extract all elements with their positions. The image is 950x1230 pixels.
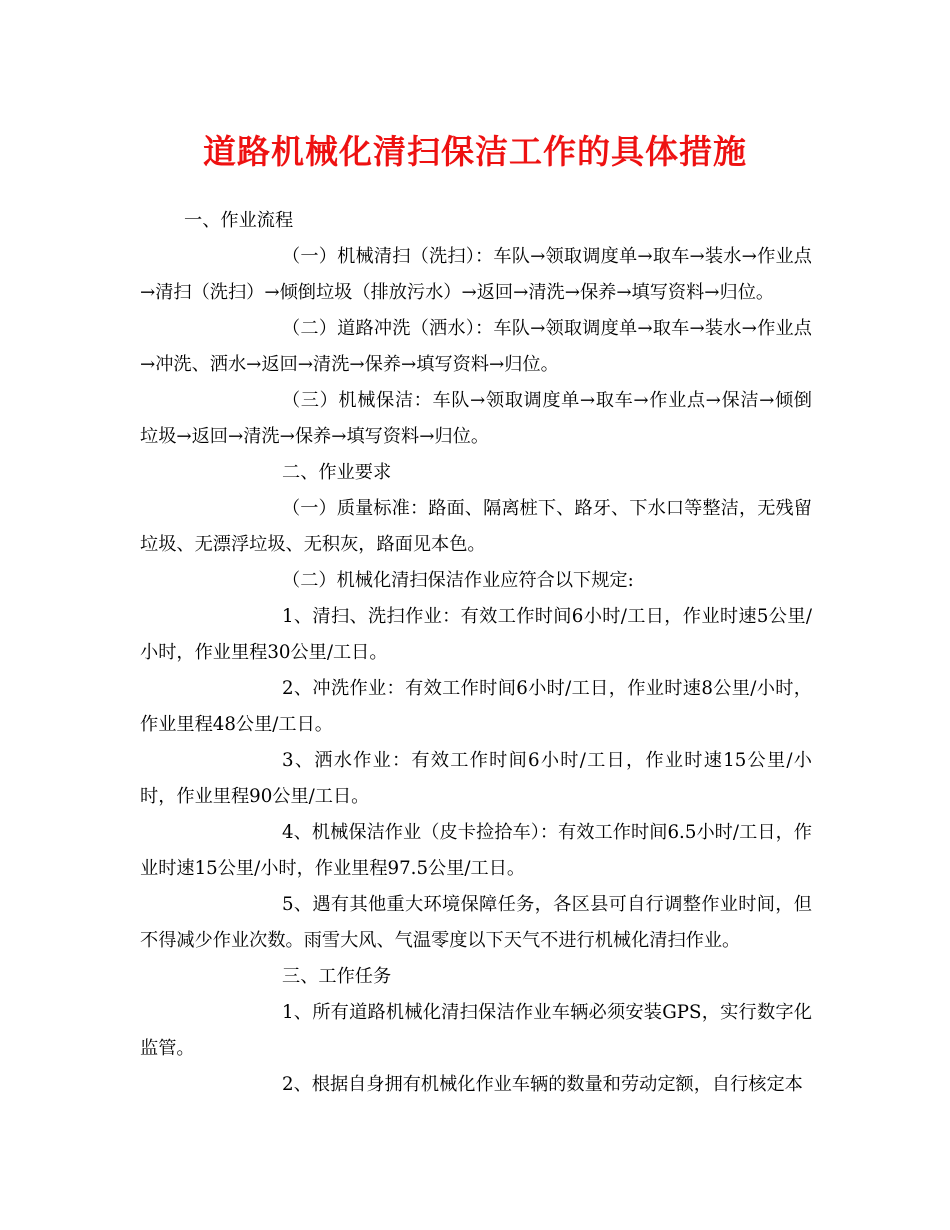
paragraph: 1、所有道路机械化清扫保洁作业车辆必须安装GPS，实行数字化监管。 [140,1002,812,1059]
paragraph: 3、洒水作业：有效工作时间6小时/工日，作业时速15公里/小时，作业里程90公里/工日。 [140,750,812,807]
section-heading: 二、作业要求 [282,462,392,483]
paragraph: 4、机械保洁作业（皮卡捡拾车）：有效工作时间6.5小时/工日，作业时速15公里/小时，作业里程97.5公里/工日。 [140,822,812,879]
paragraph: （一）机械清扫（洗扫）：车队→领取调度单→取车→装水→作业点→清扫（洗扫）→倾倒垃圾（排放污水）→返回→清洗→保养→填写资料→归位。 [140,246,812,303]
document-body [140,203,812,1103]
document-title: 道路机械化清扫保洁工作的具体措施 [203,132,747,171]
section-heading: 三、工作任务 [282,966,392,987]
paragraph: （一）质量标准：路面、隔离桩下、路牙、下水口等整洁，无残留垃圾、无漂浮垃圾、无积灰，路面见本色。 [140,498,812,555]
paragraph: 1、清扫、洗扫作业：有效工作时间6小时/工日，作业时速5公里/小时，作业里程30公里/工日。 [140,606,812,663]
paragraph: （三）机械保洁：车队→领取调度单→取车→作业点→保洁→倾倒垃圾→返回→清洗→保养→填写资料→归位。 [140,390,812,447]
section-heading: 一、作业流程 [184,210,294,231]
paragraph: （二）机械化清扫保洁作业应符合以下规定: [282,570,634,591]
paragraph: 5、遇有其他重大环境保障任务，各区县可自行调整作业时间，但不得减少作业次数。雨雪大风、气温零度以下天气不进行机械化清扫作业。 [140,894,812,951]
paragraph: （二）道路冲洗（洒水）：车队→领取调度单→取车→装水→作业点→冲洗、洒水→返回→清洗→保养→填写资料→归位。 [140,318,812,375]
paragraph: 2、根据自身拥有机械化作业车辆的数量和劳动定额，自行核定本 [282,1074,803,1095]
paragraph: 2、冲洗作业：有效工作时间6小时/工日，作业时速8公里/小时，作业里程48公里/工日。 [140,678,812,735]
